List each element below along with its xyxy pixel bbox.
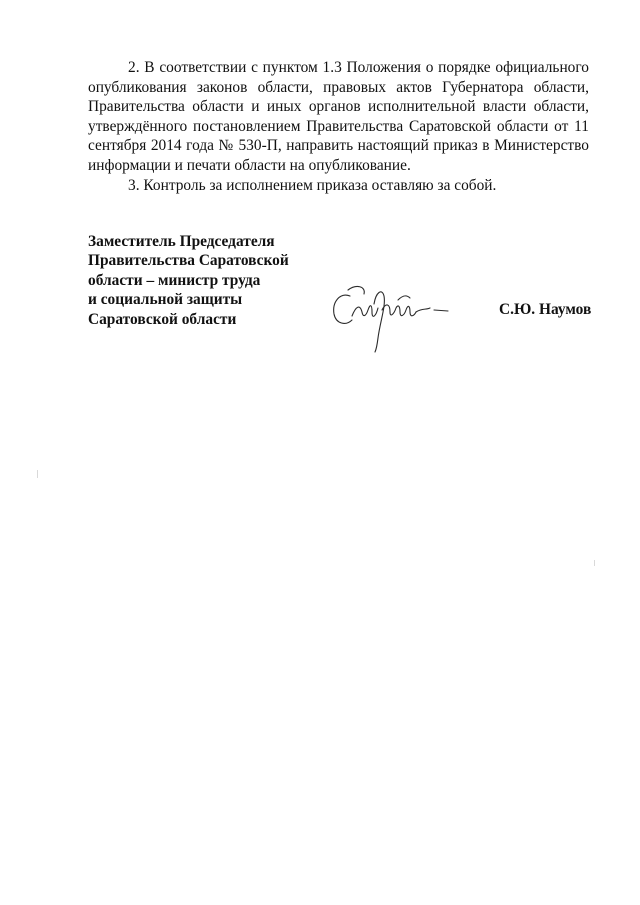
position-line: Правительства Саратовской xyxy=(88,252,289,270)
paragraph-item-2: 2. В соответствии с пунктом 1.3 Положения о порядке официального опубликования законов области, правовых актов Губернатора области, Правительства области и иных органов исполнительной власти области, утверждённого постановлением Правительства Саратовской области от 11 сентября 2014 года № 530-П, направить настоящий приказ в Министерство информации и печати области на опубликование. xyxy=(88,59,589,174)
scan-artifact xyxy=(594,560,595,566)
position-line: Заместитель Председателя xyxy=(88,233,275,250)
handwritten-signature xyxy=(326,282,456,354)
position-line: области – министр труда xyxy=(88,271,261,289)
signatory-position xyxy=(88,232,289,329)
position-line: Саратовской области xyxy=(88,310,237,328)
position-line: и социальной защиты xyxy=(88,291,243,309)
scan-artifact xyxy=(37,470,38,478)
document-body xyxy=(88,58,589,195)
signer-name: С.Ю. Наумов xyxy=(499,301,592,318)
paragraph-item-3: 3. Контроль за исполнением приказа оставляю за собой. xyxy=(128,176,497,194)
